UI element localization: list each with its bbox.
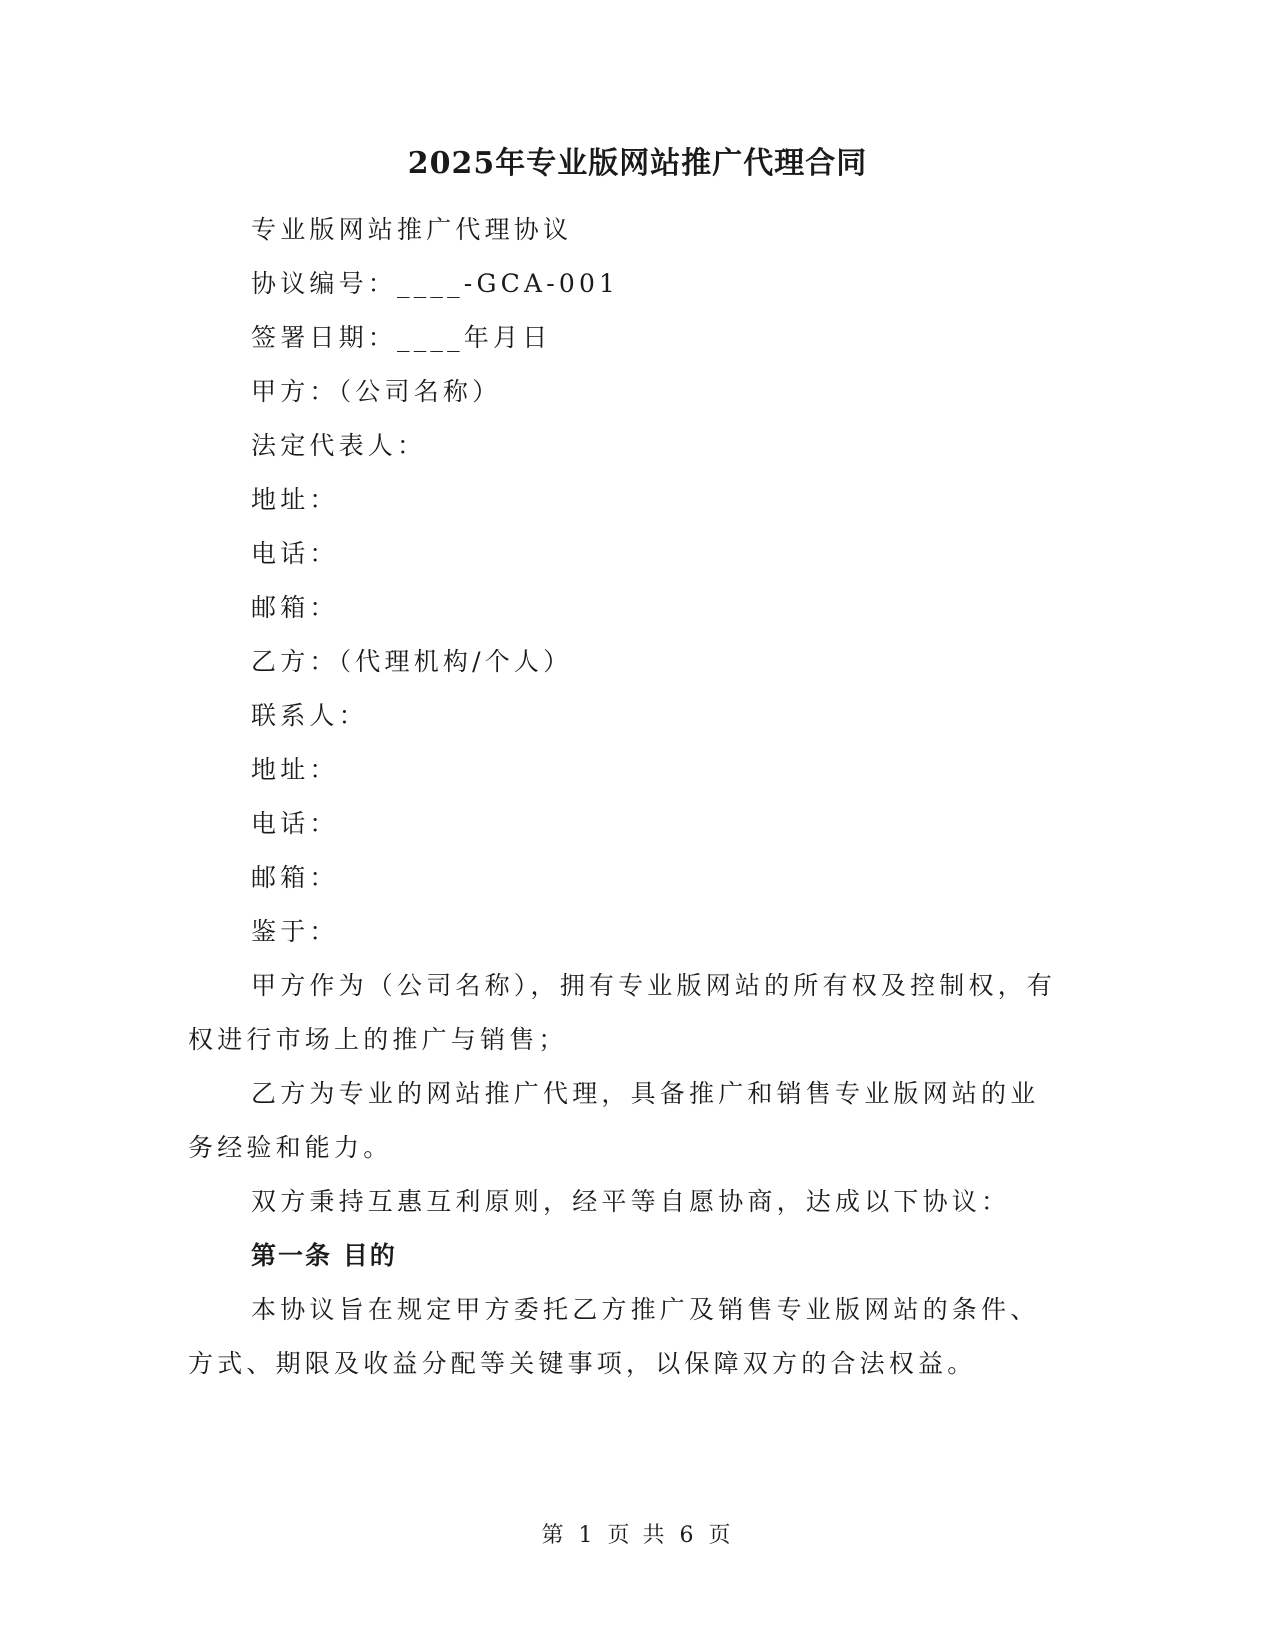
document-title: 2025年专业版网站推广代理合同 [407,146,868,181]
agreement-subtitle: 专业版网站推广代理协议 [251,215,573,244]
footer-page-number: 1 [578,1523,596,1548]
party-a-address: 地址： [251,485,339,514]
footer-prefix: 第 [541,1523,567,1548]
footer-middle: 页 共 [607,1523,668,1548]
party-b-address: 地址： [251,755,339,784]
party-b-contact: 联系人： [251,701,368,730]
whereas-label: 鉴于： [251,917,339,946]
party-a-phone: 电话： [251,539,339,568]
party-b: 乙方：（代理机构/个人） [251,647,573,676]
document-body [188,203,1068,1391]
party-a-legal-rep: 法定代表人： [251,431,427,460]
footer-suffix: 页 [708,1523,734,1548]
article-1-heading: 第一条 目的 [251,1241,397,1270]
footer-total-pages: 6 [679,1523,697,1548]
article-1-text: 本协议旨在规定甲方委托乙方推广及销售专业版网站的条件、方式、期限及收益分配等关键事项，以保障双方的合法权益。 [188,1295,1040,1378]
signing-date: 签署日期：____年月日 [251,323,552,352]
party-a-email: 邮箱： [251,593,339,622]
party-b-email: 邮箱： [251,863,339,892]
whereas-paragraph-1: 甲方作为（公司名称），拥有专业版网站的所有权及控制权，有权进行市场上的推广与销售； [188,971,1057,1054]
party-a: 甲方：（公司名称） [251,377,502,406]
whereas-paragraph-2: 乙方为专业的网站推广代理，具备推广和销售专业版网站的业务经验和能力。 [188,1079,1040,1162]
page-footer [0,1520,1275,1552]
party-b-phone: 电话： [251,809,339,838]
agreement-paragraph: 双方秉持互惠互利原则，经平等自愿协商，达成以下协议： [251,1187,1011,1216]
agreement-number: 协议编号：____-GCA-001 [251,269,620,298]
